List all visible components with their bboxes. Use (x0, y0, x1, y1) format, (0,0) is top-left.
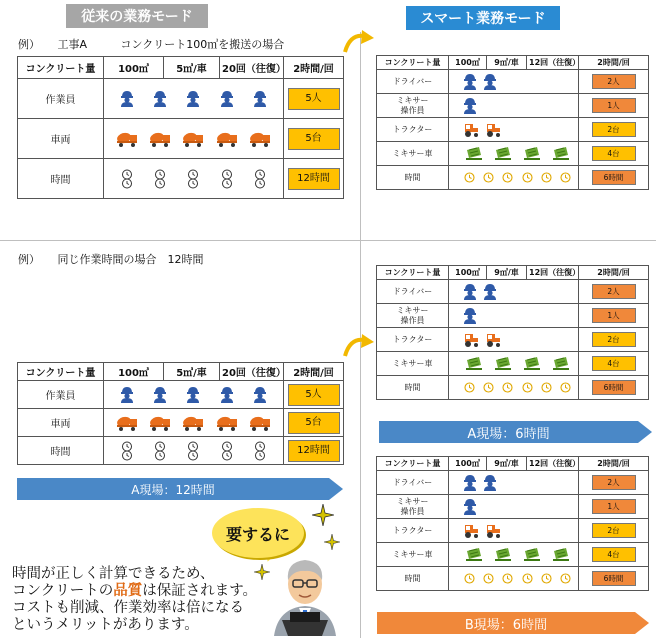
result-cell (284, 409, 344, 437)
header-cell: 100㎥ (104, 57, 164, 79)
header-cell: 9㎥/車 (487, 56, 527, 70)
result-cell (579, 567, 649, 591)
clock-icon (121, 169, 133, 189)
worker-icon (483, 284, 497, 300)
mixer-truck-icon (249, 415, 271, 431)
row-label: ミキサー車 (377, 142, 449, 166)
example-1-desc: コンクリート100㎥を搬送の場合 (120, 38, 285, 51)
row-label: 時間 (377, 166, 449, 190)
worker-icon (220, 91, 234, 107)
result-cell (579, 142, 649, 166)
example-1-prefix: 例） (18, 38, 40, 51)
result-cell (579, 543, 649, 567)
result-badge: 5台 (288, 412, 340, 434)
sparkle-icon (324, 534, 340, 550)
result-cell (284, 437, 344, 465)
icon-cell (104, 437, 284, 465)
mixer-truck-icon (116, 415, 138, 431)
result-badge: 5人 (288, 384, 340, 406)
clock-icon (483, 573, 494, 584)
result-badge: 5台 (288, 128, 340, 150)
smart-mode-header: スマート業務モード (406, 6, 560, 30)
summary-text (12, 566, 257, 634)
row-label: ドライバー (377, 471, 449, 495)
result-cell (579, 280, 649, 304)
mixer-drum-icon (494, 356, 512, 372)
icon-cell (449, 118, 579, 142)
result-badge: 2人 (592, 74, 636, 90)
clock-icon (464, 382, 475, 393)
summary-line-2-pre: コンクリートの (12, 583, 114, 600)
clock-icon (254, 169, 266, 189)
row-label-line: 操作員 (400, 506, 425, 516)
result-badge: 6時間 (592, 571, 636, 587)
summary-line-1: 時間が正しく計算できるため、 (12, 566, 215, 582)
tractor-icon (485, 122, 501, 138)
result-cell (284, 79, 344, 119)
result-badge: 2台 (592, 122, 636, 138)
mixer-drum-icon (523, 356, 541, 372)
worker-icon (153, 387, 167, 403)
header-cell: 100㎥ (449, 457, 487, 471)
header-cell: 100㎥ (104, 363, 164, 381)
header-cell: コンクリート量 (377, 457, 449, 471)
row-label (377, 94, 449, 118)
result-cell (579, 94, 649, 118)
icon-cell (449, 280, 579, 304)
clock-icon (483, 382, 494, 393)
worker-icon (463, 499, 477, 515)
mixer-truck-icon (149, 415, 171, 431)
summary-line-2 (12, 583, 257, 600)
worker-icon (483, 475, 497, 491)
worker-icon (463, 308, 477, 324)
worker-icon (120, 91, 134, 107)
traditional-table-1 (17, 56, 344, 199)
row-label: 時間 (377, 567, 449, 591)
icon-cell (104, 409, 284, 437)
row-label: ドライバー (377, 70, 449, 94)
result-badge: 2人 (592, 475, 636, 491)
mixer-truck-icon (216, 415, 238, 431)
row-label: トラクター (377, 519, 449, 543)
clock-icon (560, 382, 571, 393)
mixer-truck-icon (249, 131, 271, 147)
sparkle-icon (312, 504, 334, 526)
row-label: ミキサー車 (377, 543, 449, 567)
mixer-truck-icon (182, 415, 204, 431)
header-cell: 9㎥/車 (487, 266, 527, 280)
header-cell: 5㎥/車 (164, 363, 220, 381)
summary-line-4: というメリットがあります。 (12, 617, 199, 634)
example-1-job: 工事A (57, 38, 88, 51)
result-cell (579, 166, 649, 190)
icon-cell (449, 352, 579, 376)
header-cell: コンクリート量 (377, 266, 449, 280)
tractor-icon (463, 332, 479, 348)
clock-icon (221, 441, 233, 461)
summary-quality-emphasis: 品質 (113, 583, 143, 600)
result-badge: 4台 (592, 547, 636, 563)
result-cell (579, 304, 649, 328)
worker-icon (463, 475, 477, 491)
clock-icon (560, 172, 571, 183)
row-label (377, 495, 449, 519)
header-cell: コンクリート量 (377, 56, 449, 70)
worker-icon (253, 387, 267, 403)
row-label: 作業員 (18, 79, 104, 119)
clock-icon (221, 169, 233, 189)
row-label: ミキサー車 (377, 352, 449, 376)
clock-icon (502, 172, 513, 183)
mixer-drum-icon (465, 356, 483, 372)
mixer-truck-icon (216, 131, 238, 147)
result-badge: 2人 (592, 284, 636, 300)
mixer-truck-icon (182, 131, 204, 147)
header-cell: 100㎥ (449, 266, 487, 280)
header-cell: 2時間/回 (579, 56, 649, 70)
worker-icon (186, 91, 200, 107)
mixer-drum-icon (523, 547, 541, 563)
mixer-drum-icon (552, 356, 570, 372)
result-badge: 2台 (592, 523, 636, 539)
clock-icon (464, 573, 475, 584)
result-badge: 12時間 (288, 440, 340, 462)
header-cell: 2時間/回 (579, 457, 649, 471)
result-cell (284, 119, 344, 159)
icon-cell (104, 381, 284, 409)
header-cell: 9㎥/車 (487, 457, 527, 471)
clock-icon (522, 573, 533, 584)
row-label: ドライバー (377, 280, 449, 304)
header-cell: 5㎥/車 (164, 57, 220, 79)
result-badge: 12時間 (288, 168, 340, 190)
horizontal-divider (0, 240, 656, 241)
example-2 (18, 251, 204, 267)
clock-icon (154, 169, 166, 189)
icon-cell (449, 543, 579, 567)
mixer-drum-icon (552, 146, 570, 162)
header-cell: 12回（往復） (527, 266, 579, 280)
row-label-line: 操作員 (400, 105, 425, 115)
result-badge: 1人 (592, 308, 636, 324)
clock-icon (502, 573, 513, 584)
result-cell (579, 328, 649, 352)
clock-icon (560, 573, 571, 584)
icon-cell (449, 304, 579, 328)
worker-icon (220, 387, 234, 403)
row-label-line: ミキサー (396, 497, 429, 507)
row-label: 時間 (18, 437, 104, 465)
icon-cell (449, 142, 579, 166)
site-a-smart-banner: A現場：6時間 (379, 421, 638, 443)
example-2-desc: 同じ作業時間の場合 12時間 (57, 253, 204, 266)
clock-icon (187, 169, 199, 189)
traditional-table-2 (17, 362, 344, 465)
icon-cell (449, 471, 579, 495)
header-cell: 2時間/回 (284, 57, 344, 79)
icon-cell (449, 328, 579, 352)
result-cell (284, 159, 344, 199)
icon-cell (449, 94, 579, 118)
clock-icon (541, 573, 552, 584)
mixer-truck-icon (116, 131, 138, 147)
worker-icon (463, 284, 477, 300)
clock-icon (522, 172, 533, 183)
curved-arrow-icon (342, 30, 378, 56)
tractor-icon (485, 523, 501, 539)
mixer-drum-icon (523, 146, 541, 162)
row-label: 車両 (18, 409, 104, 437)
example-2-prefix: 例） (18, 253, 40, 266)
row-label: 車両 (18, 119, 104, 159)
worker-icon (153, 91, 167, 107)
icon-cell (104, 79, 284, 119)
mixer-drum-icon (494, 146, 512, 162)
header-cell: 2時間/回 (284, 363, 344, 381)
curved-arrow-icon (342, 334, 378, 360)
tractor-icon (463, 122, 479, 138)
summary-callout: 要するに (212, 508, 304, 558)
result-cell (579, 376, 649, 400)
icon-cell (449, 376, 579, 400)
worker-icon (483, 74, 497, 90)
summary-line-3: コストも削減、作業効率は倍になる (12, 600, 244, 617)
worker-icon (463, 98, 477, 114)
result-cell (579, 519, 649, 543)
icon-cell (449, 567, 579, 591)
header-cell: コンクリート量 (18, 57, 104, 79)
result-cell (284, 381, 344, 409)
traditional-mode-header: 従来の業務モード (66, 4, 208, 28)
result-cell (579, 471, 649, 495)
result-cell (579, 495, 649, 519)
clock-icon (121, 441, 133, 461)
result-badge: 4台 (592, 146, 636, 162)
worker-icon (463, 74, 477, 90)
header-cell: 2時間/回 (579, 266, 649, 280)
result-cell (579, 352, 649, 376)
worker-icon (120, 387, 134, 403)
header-cell: コンクリート量 (18, 363, 104, 381)
header-cell: 12回（往復） (527, 56, 579, 70)
row-label: 時間 (377, 376, 449, 400)
icon-cell (449, 519, 579, 543)
clock-icon (483, 172, 494, 183)
result-badge: 2台 (592, 332, 636, 348)
summary-line-2-post: は保証されます。 (142, 583, 258, 600)
header-cell: 12回（往復） (527, 457, 579, 471)
clock-icon (464, 172, 475, 183)
result-badge: 6時間 (592, 380, 636, 396)
clock-icon (522, 382, 533, 393)
mixer-drum-icon (465, 146, 483, 162)
result-cell (579, 118, 649, 142)
site-a-traditional-banner: A現場：12時間 (17, 478, 329, 500)
row-label: トラクター (377, 328, 449, 352)
mixer-drum-icon (465, 547, 483, 563)
result-badge: 5人 (288, 88, 340, 110)
icon-cell (449, 70, 579, 94)
clock-icon (254, 441, 266, 461)
result-badge: 6時間 (592, 170, 636, 186)
worker-icon (186, 387, 200, 403)
clock-icon (502, 382, 513, 393)
icon-cell (104, 159, 284, 199)
mixer-drum-icon (494, 547, 512, 563)
clock-icon (541, 382, 552, 393)
row-label-line: ミキサー (396, 306, 429, 316)
example-1 (18, 36, 284, 52)
result-badge: 1人 (592, 499, 636, 515)
result-cell (579, 70, 649, 94)
smart-table-2 (376, 265, 649, 400)
row-label: 時間 (18, 159, 104, 199)
row-label: 作業員 (18, 381, 104, 409)
clock-icon (541, 172, 552, 183)
icon-cell (104, 119, 284, 159)
mixer-drum-icon (552, 547, 570, 563)
result-badge: 1人 (592, 98, 636, 114)
tractor-icon (463, 523, 479, 539)
row-label: トラクター (377, 118, 449, 142)
tractor-icon (485, 332, 501, 348)
smart-table-3 (376, 456, 649, 591)
row-label-line: ミキサー (396, 96, 429, 106)
row-label-line: 操作員 (400, 315, 425, 325)
clock-icon (154, 441, 166, 461)
header-cell: 20回（往復） (220, 57, 284, 79)
icon-cell (449, 166, 579, 190)
mixer-truck-icon (149, 131, 171, 147)
result-badge: 4台 (592, 356, 636, 372)
clock-icon (187, 441, 199, 461)
smart-table-1 (376, 55, 649, 190)
header-cell: 100㎥ (449, 56, 487, 70)
worker-icon (253, 91, 267, 107)
icon-cell (449, 495, 579, 519)
header-cell: 20回（往復） (220, 363, 284, 381)
businessman-laptop-icon (266, 550, 344, 636)
site-b-smart-banner: B現場：6時間 (377, 612, 635, 634)
row-label (377, 304, 449, 328)
